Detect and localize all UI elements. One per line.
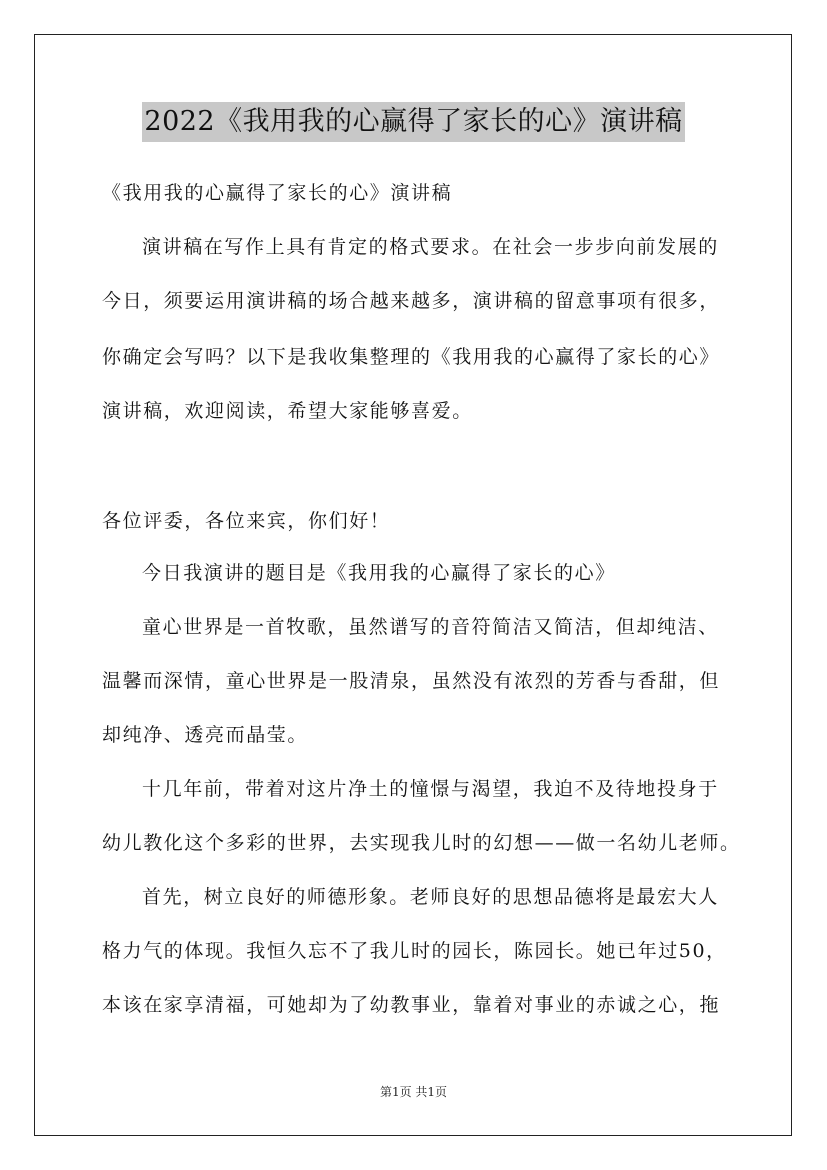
paragraph-line: 幼儿教化这个多彩的世界，去实现我儿时的幻想——做一名幼儿老师。 <box>102 832 741 854</box>
paragraph-line: 演讲稿，欢迎阅读，希望大家能够喜爱。 <box>102 400 473 422</box>
paragraph-line: 演讲稿在写作上具有肯定的格式要求。在社会一步步向前发展的 <box>142 236 719 258</box>
greeting-line: 各位评委，各位来宾，你们好！ <box>102 510 391 532</box>
paragraph-line: 却纯净、透亮而晶莹。 <box>102 724 309 746</box>
paragraph-line: 今日，须要运用演讲稿的场合越来越多，演讲稿的留意事项有很多， <box>102 290 721 312</box>
document-title: 2022《我用我的心赢得了家长的心》演讲稿 <box>142 102 684 142</box>
paragraph-line: 首先，树立良好的师德形象。老师良好的思想品德将是最宏大人 <box>142 886 719 908</box>
title-block <box>0 102 827 142</box>
page-footer: 第1页 共1页 <box>379 1085 448 1099</box>
paragraph-line: 今日我演讲的题目是《我用我的心赢得了家长的心》 <box>142 562 616 584</box>
paragraph-line: 格力气的体现。我恒久忘不了我儿时的园长，陈园长。她已年过50， <box>102 940 727 962</box>
paragraph-line: 童心世界是一首牧歌，虽然谱写的音符简洁又简洁，但却纯洁、 <box>142 616 719 638</box>
paragraph-line: 本该在家享清福，可她却为了幼教事业，靠着对事业的赤诚之心，拖 <box>102 994 721 1016</box>
paragraph-line: 你确定会写吗？以下是我收集整理的《我用我的心赢得了家长的心》 <box>102 346 721 368</box>
document-subtitle: 《我用我的心赢得了家长的心》演讲稿 <box>102 182 453 204</box>
paragraph-line: 十几年前，带着对这片净土的憧憬与渴望，我迫不及待地投身于 <box>142 778 719 800</box>
paragraph-line: 温馨而深情，童心世界是一股清泉，虽然没有浓烈的芳香与香甜，但 <box>102 670 721 692</box>
